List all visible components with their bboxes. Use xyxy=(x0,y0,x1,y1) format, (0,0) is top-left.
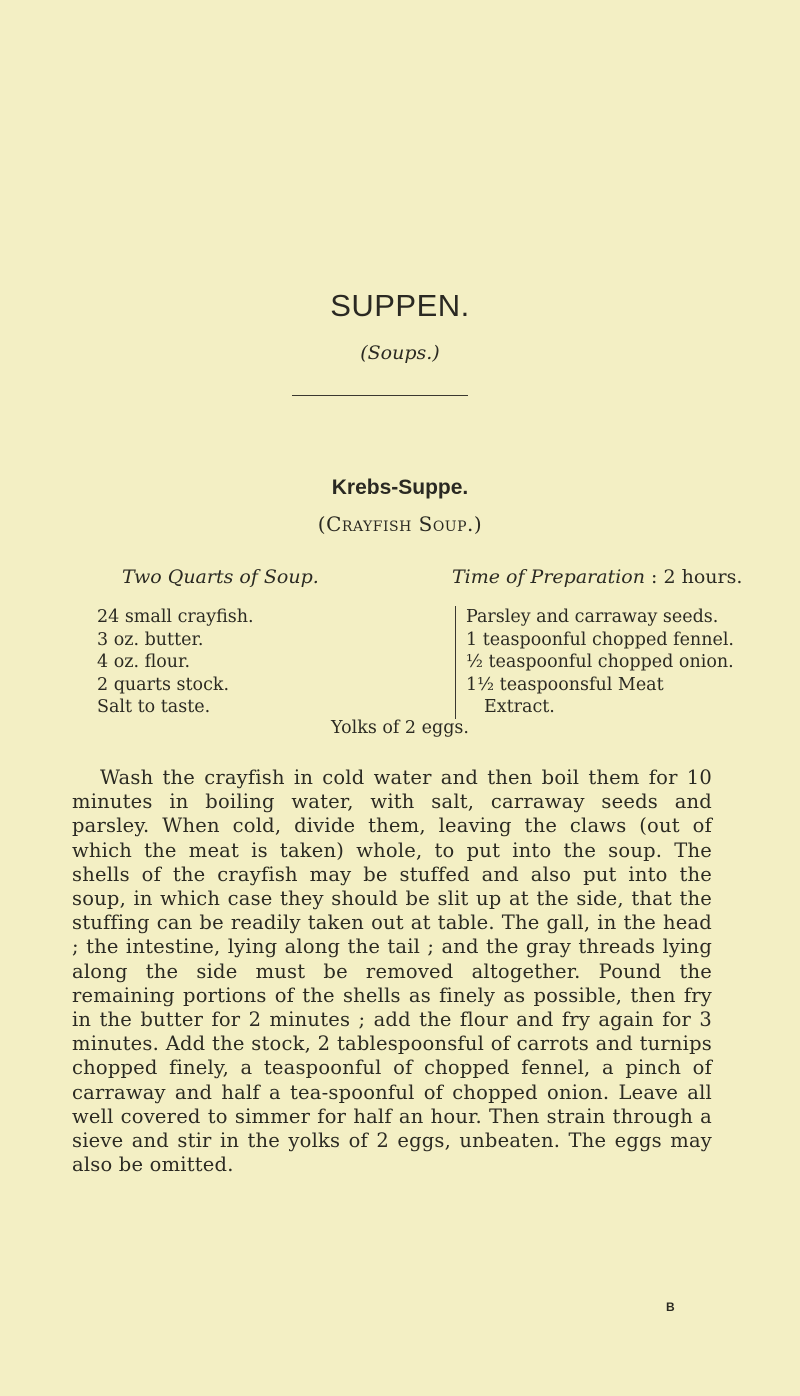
yield-label: Two Quarts of Soup. xyxy=(122,566,319,588)
ingredient-item: Salt to taste. xyxy=(97,697,211,717)
ingredients-right xyxy=(455,606,734,719)
ingredient-item: Extract. xyxy=(484,697,555,717)
ingredient-item: ½ teaspoonful chopped onion. xyxy=(466,652,734,672)
ingredient-item: 4 oz. flour. xyxy=(97,652,191,672)
prep-time-value: : 2 hours. xyxy=(651,566,743,588)
page-subtitle: (Soups.) xyxy=(360,342,440,364)
prep-time xyxy=(452,566,742,588)
prep-label: Time of Preparation xyxy=(452,566,645,588)
ingredients-left xyxy=(97,606,254,719)
ingredient-item: 1½ teaspoonsful Meat xyxy=(466,674,664,695)
ingredient-item: 1 teaspoonful chopped fennel. xyxy=(466,629,734,650)
ingredient-item: 2 quarts stock. xyxy=(97,674,230,695)
signature-mark: B xyxy=(666,1300,675,1314)
ingredient-item: 24 small crayfish. xyxy=(97,607,254,627)
recipe-title: Krebs-Suppe. xyxy=(331,476,469,499)
yolks-line: Yolks of 2 eggs. xyxy=(331,718,469,738)
page-title: SUPPEN. xyxy=(330,288,470,323)
ingredient-item: Parsley and carraway seeds. xyxy=(466,607,719,627)
divider-rule xyxy=(292,395,468,396)
ingredient-item: 3 oz. butter. xyxy=(97,629,204,650)
recipe-subtitle: (Crayfish Soup.) xyxy=(317,512,483,536)
instructions-paragraph: Wash the crayfish in cold water and then boil them for 10 minutes in boiling water, with salt, carraway seeds and parsley. When cold, divide them, leaving the claws (out of which the meat is taken) whole, to put into the soup. The shells of the crayfish may be stuffed and also put into the soup, in which case they should be slit up at the side, that the stuffing can be readily taken out at table. The gall, in the head ; the intestine, lying along the tail ; and the gray threads lying along the side must be removed altogether. Pound the remaining portions of the shells as finely as possible, then fry in the butter for 2 minutes ; add the flour and fry again for 3 minutes. Add the stock, 2 tablespoonsful of carrots and turnips chopped finely, a teaspoonful of chopped fennel, a pinch of carraway and half a tea-spoonful of chopped onion. Leave all well covered to simmer for half an hour. Then strain through a sieve and stir in the yolks of 2 eggs, unbeaten. The eggs may also be omitted. xyxy=(72,766,712,1177)
